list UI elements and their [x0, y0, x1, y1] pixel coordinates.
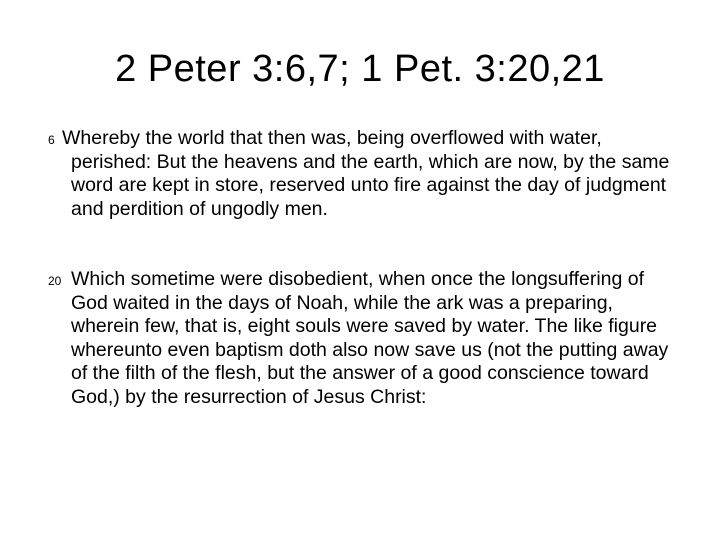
slide-title: 2 Peter 3:6,7; 1 Pet. 3:20,21: [115, 48, 605, 90]
verse-paragraph: [48, 127, 678, 221]
verse-paragraph: [48, 268, 678, 409]
slide-body: [48, 127, 678, 409]
verse-text: Which sometime were disobedient, when once the longsuffering of God waited in the days of Noah, while the ark was a preparing, wherein few, that is, eight souls were saved by water. The like figure whereunto even baptism doth also now save us (not the putting away of the filth of the flesh, but the answer of a good conscience toward God,) by the resurrection of Jesus Christ:: [71, 268, 669, 408]
verse-text: Whereby the world that then was, being overflowed with water, perished: But the heavens and the earth, which are now, by the same word are kept in store, reserved unto fire against the day of judgment and perdition of ungodly men.: [62, 127, 670, 220]
verse-number: 6: [48, 133, 55, 147]
verse-number: 20: [48, 274, 62, 288]
